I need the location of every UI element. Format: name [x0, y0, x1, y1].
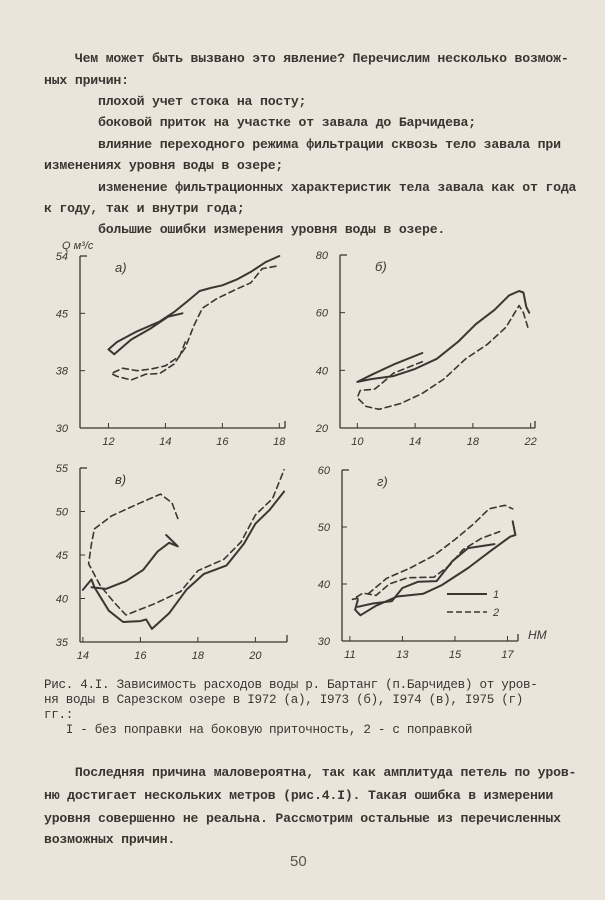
y-tick-label: 45 — [55, 308, 68, 321]
text-line: ню достигает нескольких метров (рис.4.I). Такая ошибка в измерении — [44, 788, 554, 803]
series-line-solid — [92, 535, 178, 589]
page-number: 50 — [290, 853, 307, 870]
y-tick-label: 55 — [55, 463, 68, 475]
series-line-dashed — [353, 532, 500, 600]
x-tick-label: 16 — [134, 650, 147, 662]
panel-label: б) — [375, 259, 387, 274]
text-line: влияние переходного режима фильтрации сквозь тело завала при — [44, 137, 561, 152]
series-line-solid — [109, 256, 280, 354]
panel-label: а) — [115, 260, 127, 275]
y-tick-label: 50 — [55, 506, 68, 519]
text-line: Чем может быть вызвано это явление? Перечислим несколько возмож- — [44, 51, 569, 66]
text-line: к году, так и внутри года; — [44, 201, 245, 216]
text-line: изменение фильтрационных характеристик тела завала как от года — [44, 180, 577, 195]
y-tick-label: 45 — [55, 550, 68, 562]
x-tick-label: 14 — [76, 650, 89, 662]
y-tick-label: 38 — [55, 365, 68, 378]
legend-label: 2 — [493, 607, 500, 619]
caption-line: гг.: — [44, 708, 74, 722]
series-line-dashed — [111, 266, 279, 380]
caption-line: Рис. 4.I. Зависимость расходов воды р. Бартанг (п.Барчидев) от уров- — [44, 678, 538, 692]
y-tick-label: 30 — [317, 636, 330, 648]
x-tick-label: 11 — [344, 649, 356, 661]
x-tick-label: 14 — [159, 436, 172, 448]
x-tick-label: 18 — [466, 436, 480, 448]
text-line: плохой учет стока на посту; — [44, 94, 307, 109]
series-line-dashed — [89, 470, 285, 615]
chart-panel-v — [40, 452, 300, 667]
x-tick-label: 15 — [448, 649, 462, 661]
text-line: уровня совершенно не реальна. Рассмотрим остальные из перечисленных — [44, 811, 561, 826]
x-tick-label: 17 — [501, 649, 514, 661]
y-tick-label: 60 — [317, 465, 330, 477]
y-tick-label: 50 — [317, 522, 330, 534]
chart-panel-a — [40, 232, 300, 447]
text-line: изменениях уровня воды в озере; — [44, 158, 284, 173]
series-line-solid — [83, 492, 284, 629]
y-tick-label: 30 — [55, 423, 68, 435]
y-tick-label: 40 — [317, 579, 330, 591]
text-line: боковой приток на участке от завала до Барчидева; — [44, 115, 476, 130]
x-tick-label: 13 — [396, 649, 409, 661]
x-tick-label: 22 — [524, 436, 537, 448]
y-tick-label: 20 — [315, 423, 328, 435]
text-line: Последняя причина маловероятна, так как амплитуда петель по уров- — [44, 765, 577, 780]
x-tick-label: 14 — [408, 436, 422, 448]
text-line: большие ошибки измерения уровня воды в озере. — [44, 222, 446, 237]
chart-panel-g — [290, 452, 550, 667]
y-tick-label: 40 — [315, 365, 328, 378]
x-tick-label: 20 — [249, 650, 262, 662]
text-line: возможных причин. — [44, 832, 176, 847]
panel-label: в) — [115, 472, 127, 487]
chart-panel-b — [290, 232, 550, 447]
text-line: ных причин: — [44, 73, 129, 88]
x-tick-label: 12 — [102, 436, 115, 448]
y-axis-label: Q м³/с — [62, 240, 94, 252]
x-tick-label: 16 — [216, 436, 229, 448]
x-tick-label: 10 — [351, 436, 364, 448]
series-line-solid — [358, 544, 495, 607]
y-tick-label: 60 — [315, 307, 328, 320]
legend-label: 1 — [493, 589, 500, 601]
y-tick-label: 35 — [55, 637, 68, 649]
x-tick-label: 18 — [273, 436, 286, 448]
y-tick-label: 54 — [55, 251, 68, 263]
panel-label: г) — [377, 474, 388, 489]
caption-line: I - без поправки на боковую приточность, 2 - с поправкой — [44, 723, 473, 737]
series-line-solid — [357, 291, 529, 382]
series-line-dashed — [357, 306, 528, 410]
x-tick-label: 18 — [191, 650, 204, 662]
caption-line: ня воды в Сарезском озере в I972 (а), I973 (б), I974 (в), I975 (г) — [44, 693, 523, 707]
y-tick-label: 40 — [55, 593, 68, 606]
x-axis-label: НМ — [528, 628, 547, 642]
y-tick-label: 80 — [315, 250, 328, 262]
